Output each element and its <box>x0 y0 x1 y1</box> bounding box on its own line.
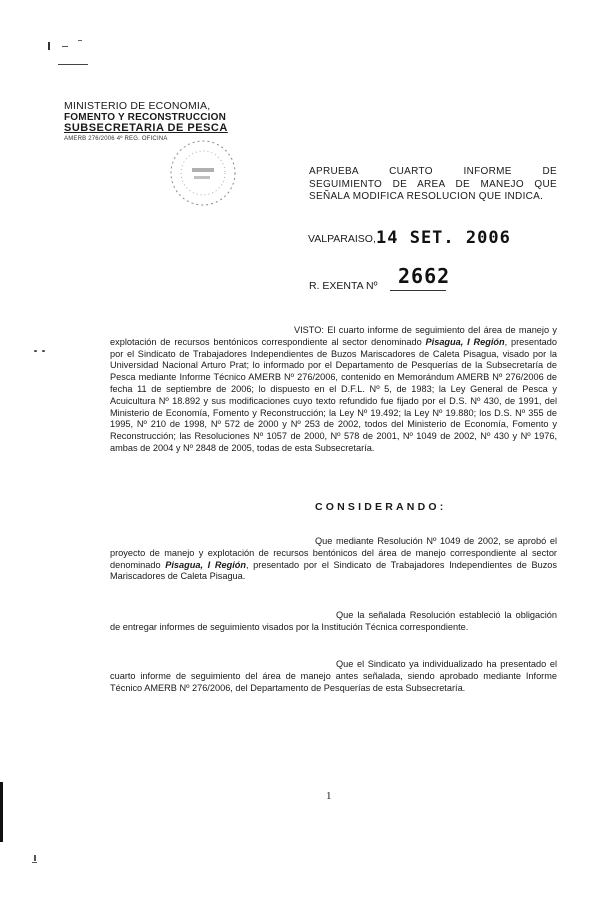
visto-paragraph <box>110 325 557 455</box>
considerando-text: Que mediante Resolución Nº 1049 de 2002, se aprobó el proyecto de manejo y explotación de recursos bentónicos del área de manejo correspondiente al sector denominado <box>110 536 557 570</box>
scan-mark <box>34 350 37 352</box>
considerando-paragraph <box>110 536 557 583</box>
resolution-subject <box>309 166 557 204</box>
scan-mark <box>34 855 36 861</box>
visto-sector: Pisagua, I Región <box>425 336 505 347</box>
considerando-heading: CONSIDERANDO: <box>315 501 447 513</box>
scan-mark <box>58 64 88 65</box>
scan-mark <box>32 862 37 863</box>
subject-line: SEÑALA MODIFICA RESOLUCION QUE INDICA. <box>309 191 544 202</box>
scan-mark <box>48 42 50 50</box>
considerando-paragraph <box>110 659 557 694</box>
scan-mark <box>42 350 45 352</box>
subject-line: SEGUIMIENTO DE AREA DE MANEJO QUE <box>309 178 557 190</box>
considerando-sector: Pisagua, I Región <box>165 559 246 570</box>
ministry-name: MINISTERIO DE ECONOMIA, <box>64 100 211 112</box>
subject-line: APRUEBA CUARTO INFORME DE <box>309 166 557 177</box>
scan-edge-mark <box>0 782 3 842</box>
considerando-text: Que la señalada Resolución estableció la obligación de entregar informes de seguimiento visados por la Institución Técnica correspondiente. <box>110 610 557 632</box>
office-stamp <box>168 138 238 208</box>
place-label: VALPARAISO, <box>308 233 376 245</box>
visto-lead: VISTO: <box>294 325 324 335</box>
considerando-paragraph <box>110 610 557 634</box>
scan-mark <box>62 46 68 47</box>
resolution-label: R. EXENTA Nº <box>309 280 378 292</box>
visto-text: , presentado por el Sindicato de Trabajadores Independientes de Buzos Mariscadores de Caleta Pisagua, visado por la Universidad Nacional Arturo Prat; lo informado por el Departamento de Pesquerías de la Subsecretaría de Pesca mediante Informe Técnico AMERB Nº 276/2006, contenido en Memorándum AMERB Nº 276/2006 de fecha 11 de septiembre de 2006; lo dispuesto en el D.F.L. Nº 5, de 1983; la Ley General de Pesca y Acuicultura Nº 18.892 y sus modificaciones cuyo texto refundido fue fijado por el D.S. Nº 430, de 1991, del Ministerio de Economía, Fomento y Reconstrucción; la Ley Nº 19.492; la Ley Nº 19.880; los D.S. Nº 355 de 1995, Nº 210 de 1998, Nº 572 de 2000 y Nº 253 de 2002, todos del Ministerio de Economía, Fomento y Reconstrucción; las Resoluciones Nº 1057 de 2000, Nº 578 de 2001, Nº 1049 de 2002, Nº 430 y Nº 1976, ambas de 2004 y Nº 2848 de 2005, todas de esta Subsecretaría. <box>110 336 557 453</box>
page-number: 1 <box>326 790 332 802</box>
resolution-underline <box>390 290 446 291</box>
scan-mark <box>78 40 82 41</box>
ministry-subname: FOMENTO Y RECONSTRUCCION <box>64 112 227 123</box>
resolution-number: 2662 <box>398 264 451 288</box>
considerando-text: , presentado por el Sindicato de Trabajadores Independientes de Buzos Mariscadores de Caleta Pisagua. <box>110 559 557 582</box>
date-stamp: 14 SET. 2006 <box>376 228 511 248</box>
visto-text: El cuarto informe de seguimiento del área de manejo y explotación de recursos bentónicos correspondiente al sector denominado <box>110 325 557 347</box>
considerando-text: Que el Sindicato ya individualizado ha presentado el cuarto informe de seguimiento del área de manejo antes señalada, siendo aprobado mediante Informe Técnico AMERB Nº 276/2006, del Departamento de Pesquerías de esta Subsecretaría. <box>110 659 557 693</box>
reference-code: AMERB 276/2006 4º REG. OFICINA <box>64 136 168 142</box>
subsecretaria-name: SUBSECRETARIA DE PESCA <box>64 122 228 134</box>
